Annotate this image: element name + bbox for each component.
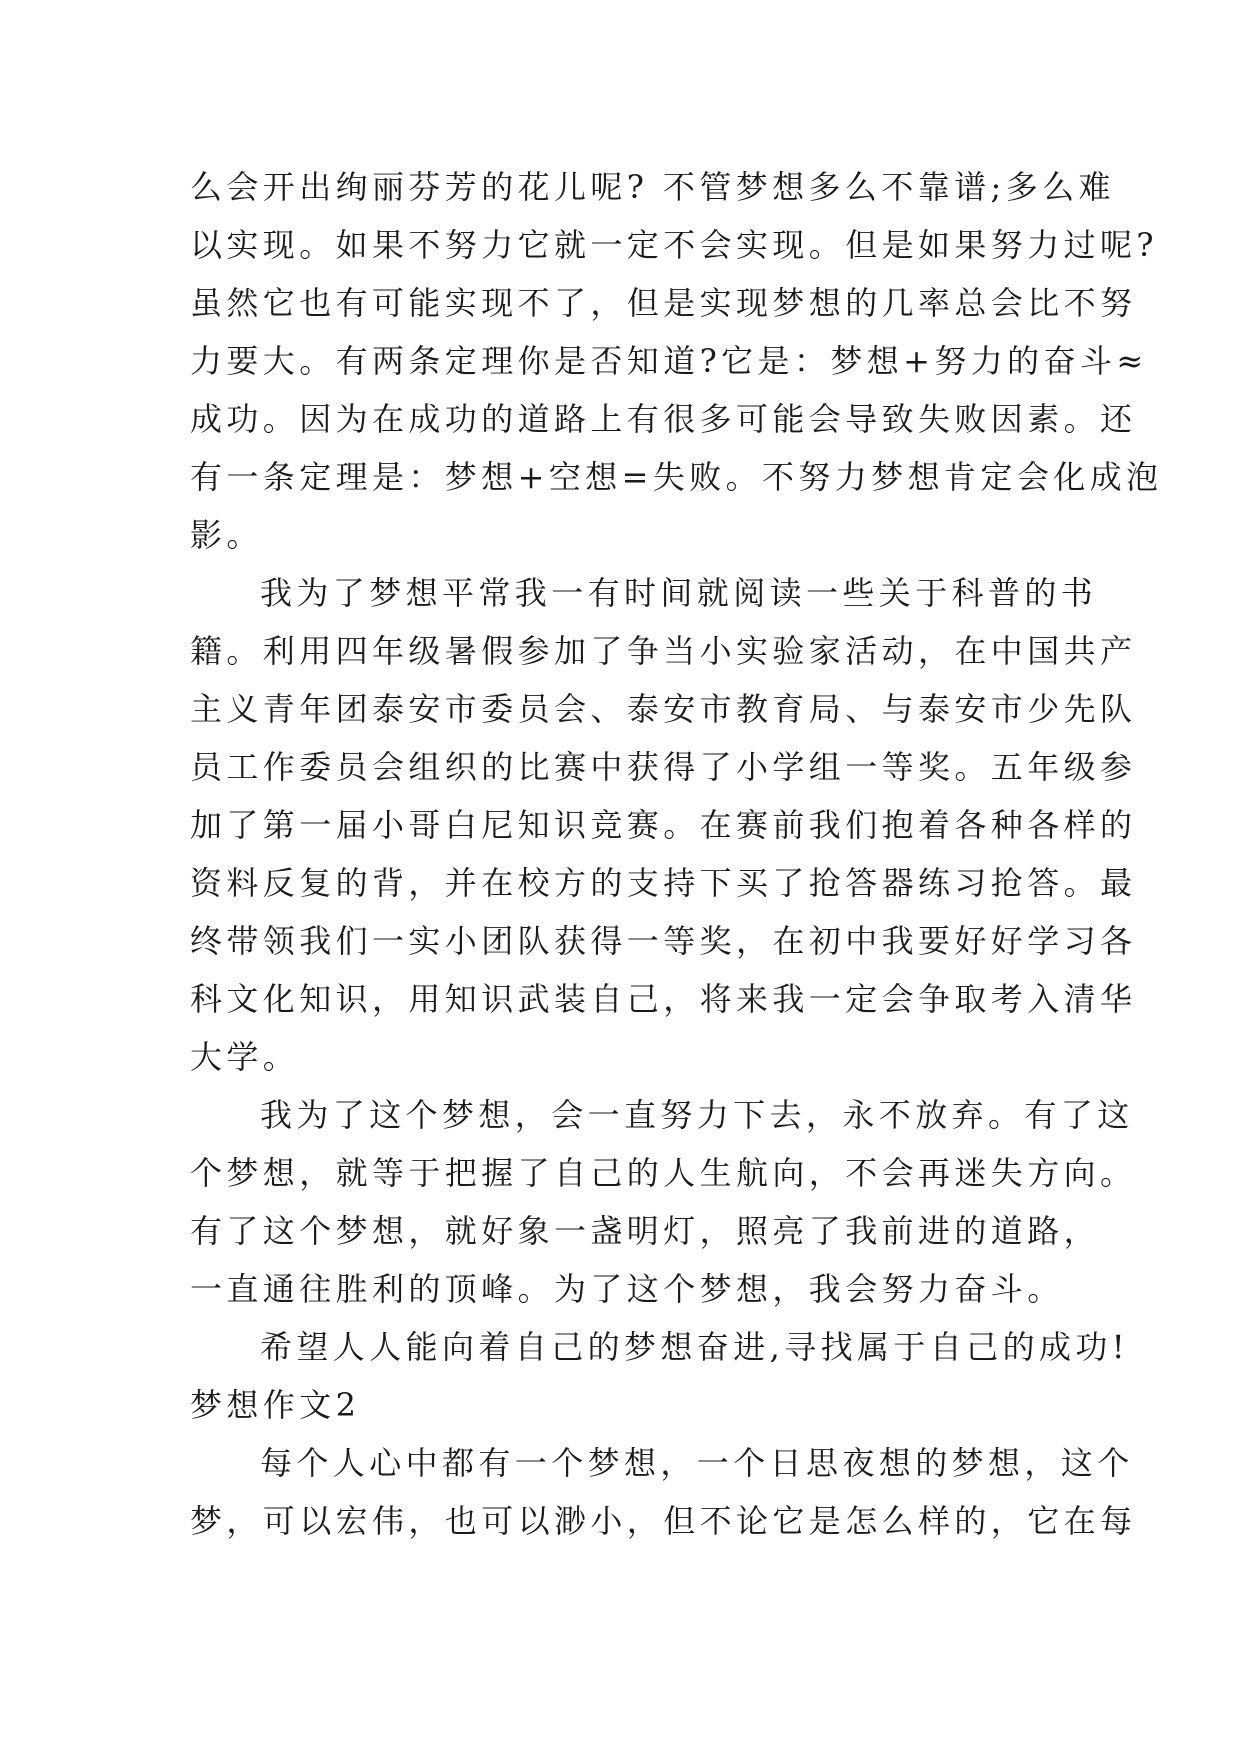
- text-line: 有一条定理是：梦想+空想=失败。不努力梦想肯定会化成泡: [190, 458, 1163, 496]
- paragraph-start-line: 希望人人能向着自己的梦想奋进,寻找属于自己的成功!: [260, 1328, 1130, 1366]
- text-line: 主义青年团泰安市委员会、泰安市教育局、与泰安市少先队: [190, 690, 1137, 728]
- text-line: 成功。因为在成功的道路上有很多可能会导致失败因素。还: [190, 400, 1137, 438]
- text-line: 大学。: [190, 1038, 300, 1076]
- text-line: 力要大。有两条定理你是否知道?它是：梦想+努力的奋斗≈: [190, 342, 1148, 380]
- text-line: 一直通往胜利的顶峰。为了这个梦想，我会努力奋斗。: [190, 1270, 1064, 1308]
- text-line: 个梦想，就等于把握了自己的人生航向，不会再迷失方向。: [190, 1154, 1137, 1192]
- text-line: 终带领我们一实小团队获得一等奖，在初中我要好好学习各: [190, 922, 1137, 960]
- essay-title: 梦想作文2: [190, 1386, 361, 1424]
- essay-body: [190, 158, 1163, 1550]
- text-line: 籍。利用四年级暑假参加了争当小实验家活动，在中国共产: [190, 632, 1137, 670]
- text-line: 员工作委员会组织的比赛中获得了小学组一等奖。五年级参: [190, 748, 1137, 786]
- text-line: 资料反复的背，并在校方的支持下买了抢答器练习抢答。最: [190, 864, 1137, 902]
- paragraph-start-line: 我为了这个梦想，会一直努力下去，永不放弃。有了这: [260, 1096, 1134, 1134]
- text-line: 么会开出绚丽芬芳的花儿呢? 不管梦想多么不靠谱;多么难: [190, 168, 1115, 206]
- text-line: 有了这个梦想，就好象一盏明灯，照亮了我前进的道路，: [190, 1212, 1101, 1250]
- paragraph-start-line: 每个人心中都有一个梦想，一个日思夜想的梦想，这个: [260, 1444, 1134, 1482]
- text-line: 梦，可以宏伟，也可以渺小，但不论它是怎么样的，它在每: [190, 1502, 1137, 1540]
- text-line: 科文化知识，用知识武装自己，将来我一定会争取考入清华: [190, 980, 1137, 1018]
- text-line: 加了第一届小哥白尼知识竞赛。在赛前我们抱着各种各样的: [190, 806, 1137, 844]
- text-line: 影。: [190, 516, 263, 554]
- paragraph-start-line: 我为了梦想平常我一有时间就阅读一些关于科普的书: [260, 574, 1098, 612]
- text-line: 虽然它也有可能实现不了，但是实现梦想的几率总会比不努: [190, 284, 1137, 322]
- text-line: 以实现。如果不努力它就一定不会实现。但是如果努力过呢?: [190, 226, 1158, 264]
